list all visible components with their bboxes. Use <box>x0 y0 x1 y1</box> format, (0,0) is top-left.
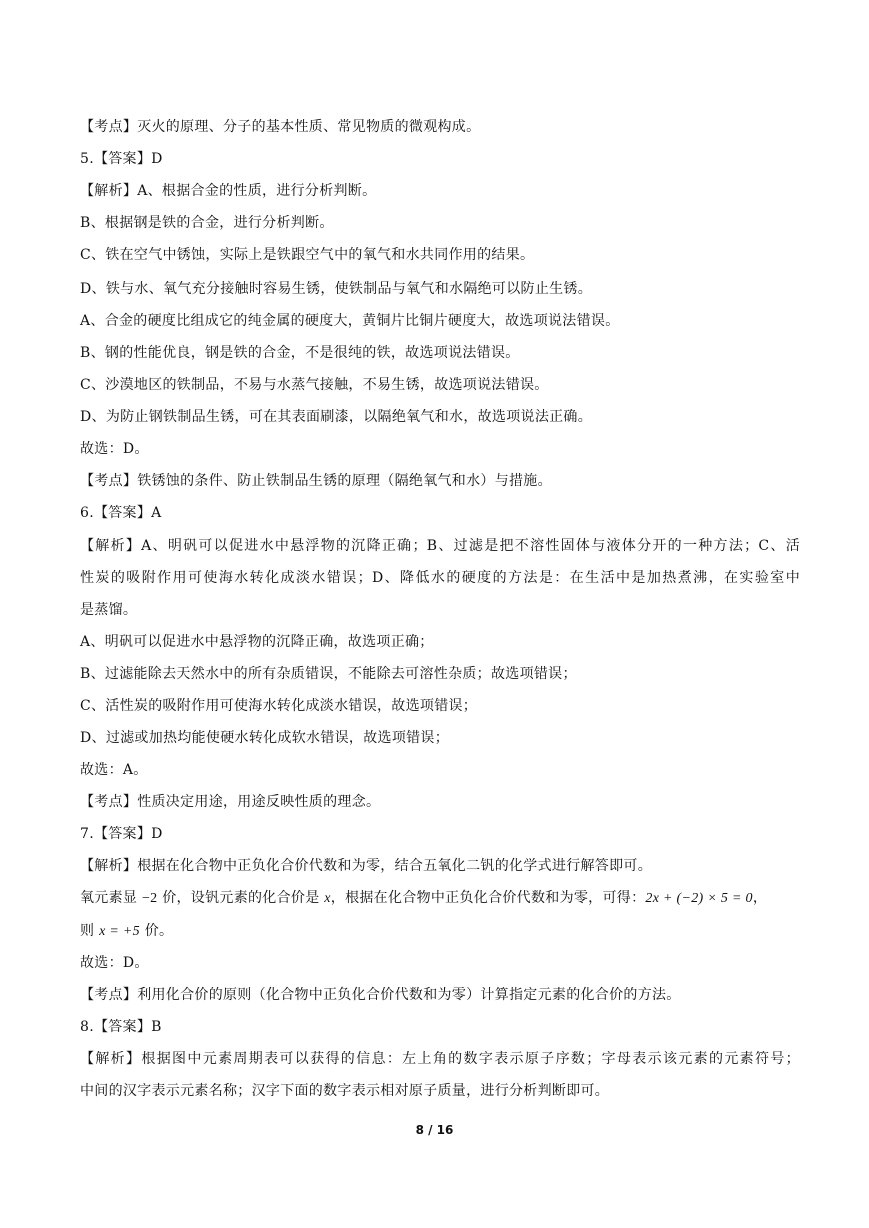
analysis-5-line-3: C、铁在空气中锈蚀，实际上是铁跟空气中的氧气和水共同作用的结果。 <box>80 247 535 263</box>
q7-text-end: ， <box>752 890 768 906</box>
analysis-6-line-7: D、过滤或加热均能使硬水转化成软水错误，故选项错误； <box>80 730 450 746</box>
analysis-5-line-2: B、根据钢是铁的合金，进行分析判断。 <box>80 215 334 231</box>
analysis-7-line-3 <box>80 922 800 941</box>
q7-result-expr: x = +5 <box>99 924 140 939</box>
kaodian-7: 【考点】利用化合价的原则（化合物中正负化合价代数和为零）计算指定元素的化合价的方法。 <box>80 987 681 1003</box>
analysis-5-line-7: C、沙漠地区的铁制品，不易与水蒸气接触，不易生锈，故选项说法错误。 <box>80 377 549 393</box>
choice-7: 故选：D。 <box>80 955 149 971</box>
analysis-6-line-2: 性炭的吸附作用可使海水转化成淡水错误；D、降低水的硬度的方法是：在生活中是加热煮沸，在实验室中 <box>80 570 800 586</box>
q7-result-prefix: 则 <box>80 923 100 939</box>
page-number: 8 / 16 <box>415 1123 454 1137</box>
analysis-5-line-8: D、为防止钢铁制品生锈，可在其表面刷漆，以隔绝氧气和水，故选项说法正确。 <box>80 409 593 425</box>
analysis-6-line-1: 【解析】A、明矾可以促进水中悬浮物的沉降正确；B、过滤是把不溶性固体与液体分开的一种方法；C、活 <box>80 538 800 554</box>
q7-text-2: 价，设钒元素的化合价是 <box>157 890 325 906</box>
q7-text-1: 氧元素显 <box>80 890 142 906</box>
answer-6: 6.【答案】A <box>80 505 162 521</box>
choice-5: 故选：D。 <box>80 441 149 457</box>
q7-text-3: ，根据在化合物中正负化合价代数和为零，可得： <box>330 890 646 906</box>
analysis-8-line-1: 【解析】根据图中元素周期表可以获得的信息：左上角的数字表示原子序数；字母表示该元素的元素符号； <box>80 1051 800 1067</box>
analysis-5-line-1: 【解析】A、根据合金的性质，进行分析判断。 <box>80 183 377 199</box>
q7-variable: x <box>324 891 331 906</box>
answer-7: 7.【答案】D <box>80 826 163 842</box>
analysis-6-line-3: 是蒸馏。 <box>80 602 138 618</box>
q7-result-suffix: 价。 <box>139 923 174 939</box>
kaodian-6: 【考点】性质决定用途，用途反映性质的理念。 <box>80 794 381 810</box>
answer-5: 5.【答案】D <box>80 151 163 167</box>
analysis-7-line-1: 【解析】根据在化合物中正负化合价代数和为零，结合五氧化二钒的化学式进行解答即可。 <box>80 858 652 874</box>
analysis-5-line-5: A、合金的硬度比组成它的纯金属的硬度大，黄铜片比铜片硬度大，故选项说法错误。 <box>80 313 620 329</box>
answer-8: 8.【答案】B <box>80 1019 162 1035</box>
kaodian-4: 【考点】灭火的原理、分子的基本性质、常见物质的微观构成。 <box>80 119 481 135</box>
analysis-6-line-4: A、明矾可以促进水中悬浮物的沉降正确，故选项正确； <box>80 634 434 650</box>
q7-equation: 2x + (−2) × 5 = 0 <box>645 891 753 906</box>
analysis-7-line-2 <box>80 889 800 908</box>
analysis-5-line-4: D、铁与水、氧气充分接触时容易生锈，使铁制品与氧气和水隔绝可以防止生锈。 <box>80 281 593 297</box>
choice-6: 故选：A。 <box>80 762 148 778</box>
q7-valence: −2 <box>141 891 158 906</box>
analysis-6-line-5: B、过滤能除去天然水中的所有杂质错误，不能除去可溶性杂质；故选项错误； <box>80 666 577 682</box>
analysis-5-line-6: B、钢的性能优良，钢是铁的合金，不是很纯的铁，故选项说法错误。 <box>80 345 520 361</box>
kaodian-5: 【考点】铁锈蚀的条件、防止铁制品生锈的原理（隔绝氧气和水）与措施。 <box>80 473 552 489</box>
analysis-6-line-6: C、活性炭的吸附作用可使海水转化成淡水错误，故选项错误； <box>80 698 478 714</box>
analysis-8-line-2: 中间的汉字表示元素名称；汉字下面的数字表示相对原子质量，进行分析判断即可。 <box>80 1083 610 1099</box>
